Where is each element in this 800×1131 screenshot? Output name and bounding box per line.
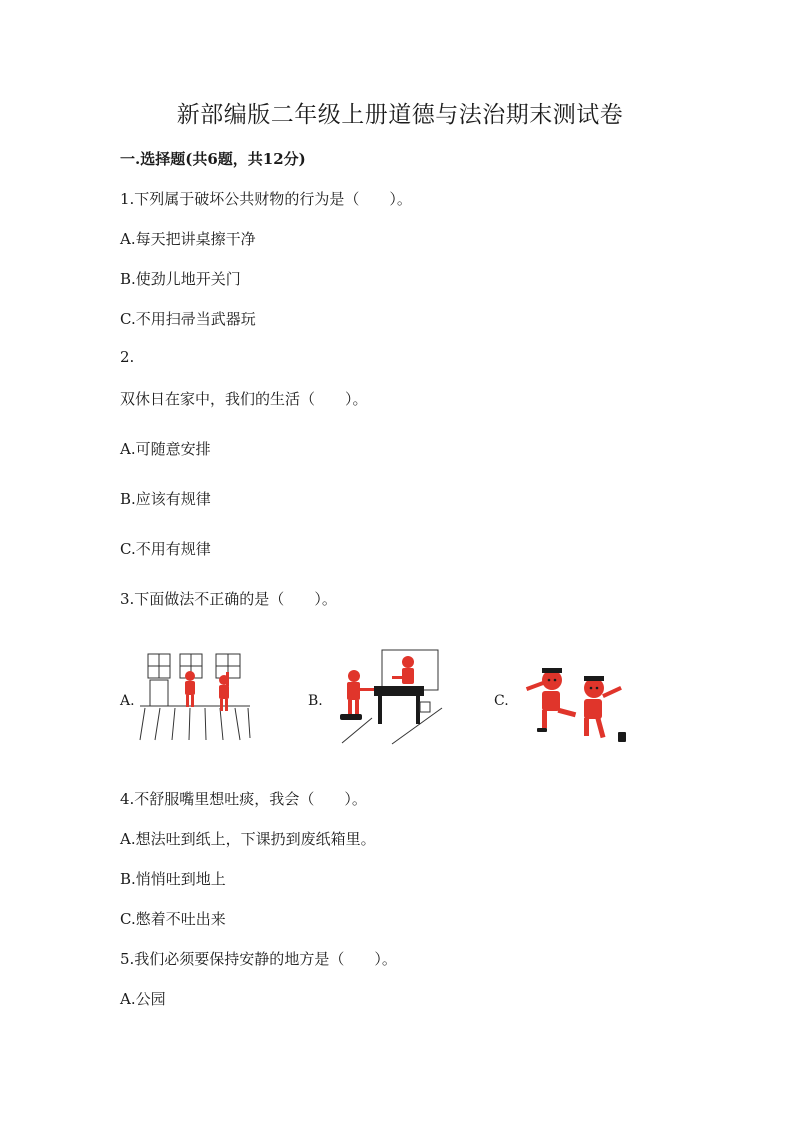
picture-a-illustration <box>140 650 250 745</box>
question-1-stem: 1.下列属于破坏公共财物的行为是（ ）。 <box>120 190 412 208</box>
question-4-stem: 4.不舒服嘴里想吐痰，我会（ ）。 <box>120 790 367 808</box>
question-2-option-c: C.不用有规律 <box>120 540 211 558</box>
question-1-option-b: B.使劲儿地开关门 <box>120 270 241 288</box>
question-3-stem: 3.下面做法不正确的是（ ）。 <box>120 590 337 608</box>
question-4-option-a: A.想法吐到纸上，下课扔到废纸箱里。 <box>120 830 376 848</box>
question-2-stem: 双休日在家中，我们的生活（ ）。 <box>120 390 368 408</box>
question-5-stem: 5.我们必须要保持安静的地方是（ ）。 <box>120 950 397 968</box>
question-2-option-b: B.应该有规律 <box>120 490 211 508</box>
picture-a-label: A. <box>120 693 135 709</box>
section-heading: 一.选择题(共6题，共12分) <box>120 150 306 168</box>
page-title: 新部编版二年级上册道德与法治期末测试卷 <box>176 102 624 128</box>
picture-c-label: C. <box>494 693 509 709</box>
picture-b-illustration <box>332 648 442 746</box>
question-4-option-c: C.憋着不吐出来 <box>120 910 226 928</box>
question-1-option-a: A.每天把讲桌擦干净 <box>120 230 256 248</box>
question-2-number: 2. <box>120 348 135 366</box>
question-2-option-a: A.可随意安排 <box>120 440 211 458</box>
question-4-option-b: B.悄悄吐到地上 <box>120 870 226 888</box>
picture-c-illustration <box>520 654 630 744</box>
picture-b-label: B. <box>308 693 323 709</box>
question-5-option-a: A.公园 <box>120 990 166 1008</box>
question-1-option-c: C.不用扫帚当武器玩 <box>120 310 256 328</box>
